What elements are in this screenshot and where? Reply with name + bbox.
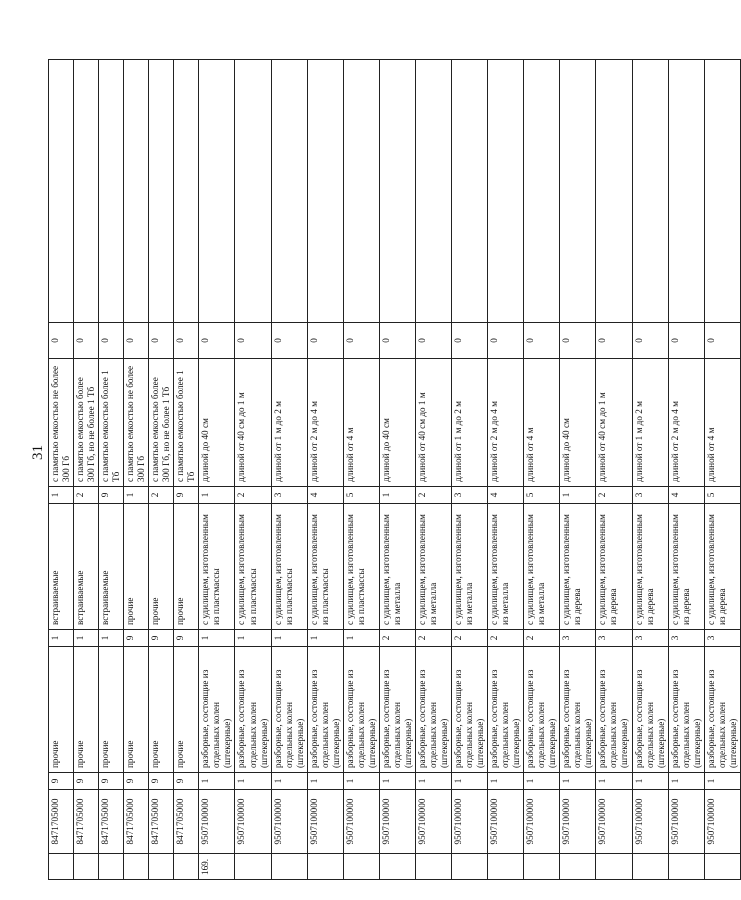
value-cell: 0 [415, 323, 451, 359]
description-1-cell: прочие [74, 647, 99, 773]
description-1-cell: разборные, состоящие из отдельных колен (штекерные) [343, 647, 379, 773]
description-2-cell: с удилищем, изготовленным из пластмассы [307, 504, 343, 630]
subcode-2-cell: 9 [124, 630, 149, 647]
table-row [99, 60, 124, 880]
row-number-cell [99, 854, 124, 880]
subcode-3-cell: 4 [307, 487, 343, 504]
row-number-cell [271, 854, 307, 880]
description-1-cell: прочие [49, 647, 74, 773]
commodity-code-cell: 8471705000 [74, 790, 99, 854]
subcode-3-cell: 3 [632, 487, 668, 504]
empty-cell [379, 60, 415, 323]
commodity-code-cell: 9507100000 [343, 790, 379, 854]
row-number-cell [704, 854, 740, 880]
description-3-cell: с памятью емкостью не более 300 Гб [49, 359, 74, 487]
subcode-1-cell: 1 [343, 773, 379, 790]
description-2-cell: с удилищем, изготовленным из пластмассы [343, 504, 379, 630]
description-2-cell: с удилищем, изготовленным из металла [488, 504, 524, 630]
subcode-3-cell: 1 [560, 487, 596, 504]
empty-cell [524, 60, 560, 323]
description-2-cell: с удилищем, изготовленным из пластмассы [271, 504, 307, 630]
row-number-cell [560, 854, 596, 880]
empty-cell [124, 60, 149, 323]
subcode-2-cell: 1 [307, 630, 343, 647]
table-row [124, 60, 149, 880]
subcode-3-cell: 9 [174, 487, 199, 504]
subcode-2-cell: 1 [235, 630, 271, 647]
subcode-1-cell: 1 [415, 773, 451, 790]
subcode-3-cell: 2 [74, 487, 99, 504]
empty-cell [271, 60, 307, 323]
subcode-1-cell: 1 [235, 773, 271, 790]
row-number-cell [49, 854, 74, 880]
empty-cell [235, 60, 271, 323]
row-number-cell [415, 854, 451, 880]
subcode-1-cell: 1 [379, 773, 415, 790]
subcode-1-cell: 1 [704, 773, 740, 790]
commodity-code-cell: 9507100000 [415, 790, 451, 854]
subcode-2-cell: 3 [632, 630, 668, 647]
row-number-cell [524, 854, 560, 880]
subcode-2-cell: 2 [488, 630, 524, 647]
subcode-3-cell: 1 [379, 487, 415, 504]
subcode-1-cell: 1 [668, 773, 704, 790]
description-1-cell: разборные, состоящие из отдельных колен (штекерные) [307, 647, 343, 773]
description-3-cell: длиной от 1 м до 2 м [271, 359, 307, 487]
description-3-cell: с памятью емкостью более 1 Тб [174, 359, 199, 487]
description-1-cell: разборные, состоящие из отдельных колен (штекерные) [452, 647, 488, 773]
subcode-2-cell: 1 [49, 630, 74, 647]
subcode-3-cell: 4 [668, 487, 704, 504]
row-number-cell [235, 854, 271, 880]
description-2-cell: с удилищем, изготовленным из пластмассы [235, 504, 271, 630]
subcode-2-cell: 1 [99, 630, 124, 647]
description-2-cell: с удилищем, изготовленным из металла [452, 504, 488, 630]
value-cell: 0 [235, 323, 271, 359]
description-3-cell: длиной от 2 м до 4 м [488, 359, 524, 487]
subcode-2-cell: 1 [199, 630, 235, 647]
description-2-cell: с удилищем, изготовленным из дерева [668, 504, 704, 630]
value-cell: 0 [174, 323, 199, 359]
commodity-code-cell: 8471705000 [49, 790, 74, 854]
subcode-1-cell: 1 [199, 773, 235, 790]
row-number-cell [174, 854, 199, 880]
description-3-cell: длиной от 1 м до 2 м [452, 359, 488, 487]
description-2-cell: с удилищем, изготовленным из дерева [596, 504, 632, 630]
table-row [415, 60, 451, 880]
description-1-cell: разборные, состоящие из отдельных колен (штекерные) [632, 647, 668, 773]
value-cell: 0 [124, 323, 149, 359]
description-3-cell: длиной до 40 см [560, 359, 596, 487]
description-3-cell: длиной до 40 см [199, 359, 235, 487]
rotated-page [48, 60, 738, 880]
table-row [452, 60, 488, 880]
description-2-cell: с удилищем, изготовленным из дерева [560, 504, 596, 630]
row-number-cell [74, 854, 99, 880]
subcode-3-cell: 2 [415, 487, 451, 504]
value-cell: 0 [379, 323, 415, 359]
commodity-code-cell: 9507100000 [379, 790, 415, 854]
commodity-code-cell: 9507100000 [596, 790, 632, 854]
description-1-cell: разборные, состоящие из отдельных колен (штекерные) [379, 647, 415, 773]
empty-cell [452, 60, 488, 323]
value-cell: 0 [343, 323, 379, 359]
value-cell: 0 [49, 323, 74, 359]
description-2-cell: с удилищем, изготовленным из дерева [632, 504, 668, 630]
description-1-cell: разборные, состоящие из отдельных колен (штекерные) [235, 647, 271, 773]
empty-cell [99, 60, 124, 323]
row-number-cell: 169. [199, 854, 235, 880]
description-2-cell: встраиваемые [99, 504, 124, 630]
subcode-3-cell: 2 [149, 487, 174, 504]
description-2-cell: прочие [124, 504, 149, 630]
value-cell: 0 [74, 323, 99, 359]
value-cell: 0 [452, 323, 488, 359]
description-3-cell: длиной от 40 см до 1 м [235, 359, 271, 487]
subcode-1-cell: 9 [174, 773, 199, 790]
empty-cell [343, 60, 379, 323]
empty-cell [668, 60, 704, 323]
table-row [379, 60, 415, 880]
value-cell: 0 [199, 323, 235, 359]
value-cell: 0 [668, 323, 704, 359]
description-3-cell: длиной от 4 м [704, 359, 740, 487]
table-row [596, 60, 632, 880]
table-row [668, 60, 704, 880]
value-cell: 0 [99, 323, 124, 359]
description-2-cell: с удилищем, изготовленным из металла [415, 504, 451, 630]
description-3-cell: длиной от 4 м [343, 359, 379, 487]
row-number-cell [632, 854, 668, 880]
subcode-1-cell: 1 [596, 773, 632, 790]
description-1-cell: разборные, состоящие из отдельных колен (штекерные) [560, 647, 596, 773]
subcode-1-cell: 1 [307, 773, 343, 790]
description-3-cell: длиной от 40 см до 1 м [415, 359, 451, 487]
commodity-code-cell: 8471705000 [124, 790, 149, 854]
subcode-2-cell: 3 [596, 630, 632, 647]
value-cell: 0 [596, 323, 632, 359]
value-cell: 0 [488, 323, 524, 359]
description-2-cell: прочие [149, 504, 174, 630]
table-row [343, 60, 379, 880]
table-row [271, 60, 307, 880]
description-3-cell: длиной от 1 м до 2 м [632, 359, 668, 487]
value-cell: 0 [560, 323, 596, 359]
subcode-2-cell: 2 [379, 630, 415, 647]
description-2-cell: прочие [174, 504, 199, 630]
empty-cell [74, 60, 99, 323]
description-3-cell: с памятью емкостью более 1 Тб [99, 359, 124, 487]
table-row [560, 60, 596, 880]
table-body [49, 60, 741, 880]
subcode-2-cell: 1 [271, 630, 307, 647]
table-row [488, 60, 524, 880]
description-1-cell: прочие [174, 647, 199, 773]
value-cell: 0 [704, 323, 740, 359]
table-row [199, 60, 235, 880]
subcode-2-cell: 2 [524, 630, 560, 647]
subcode-1-cell: 9 [74, 773, 99, 790]
table-row [632, 60, 668, 880]
row-number-cell [149, 854, 174, 880]
value-cell: 0 [524, 323, 560, 359]
row-number-cell [343, 854, 379, 880]
description-3-cell: с памятью емкостью более 300 Гб, но не более 1 Тб [149, 359, 174, 487]
description-1-cell: разборные, состоящие из отдельных колен (штекерные) [596, 647, 632, 773]
subcode-2-cell: 3 [668, 630, 704, 647]
description-3-cell: с памятью емкостью не более 300 Гб [124, 359, 149, 487]
subcode-2-cell: 2 [452, 630, 488, 647]
description-1-cell: разборные, состоящие из отдельных колен (штекерные) [488, 647, 524, 773]
subcode-2-cell: 3 [560, 630, 596, 647]
commodity-code-cell: 9507100000 [199, 790, 235, 854]
empty-cell [596, 60, 632, 323]
subcode-3-cell: 3 [271, 487, 307, 504]
row-number-cell [452, 854, 488, 880]
subcode-1-cell: 1 [452, 773, 488, 790]
row-number-cell [379, 854, 415, 880]
commodity-code-cell: 9507100000 [704, 790, 740, 854]
description-2-cell: с удилищем, изготовленным из металла [379, 504, 415, 630]
empty-cell [632, 60, 668, 323]
description-3-cell: длиной от 40 см до 1 м [596, 359, 632, 487]
commodity-code-cell: 9507100000 [668, 790, 704, 854]
empty-cell [488, 60, 524, 323]
description-1-cell: разборные, состоящие из отдельных колен (штекерные) [271, 647, 307, 773]
description-1-cell: разборные, состоящие из отдельных колен (штекерные) [524, 647, 560, 773]
row-number-cell [124, 854, 149, 880]
table-row [307, 60, 343, 880]
empty-cell [560, 60, 596, 323]
subcode-2-cell: 9 [174, 630, 199, 647]
subcode-1-cell: 9 [99, 773, 124, 790]
table-row [524, 60, 560, 880]
empty-cell [704, 60, 740, 323]
subcode-3-cell: 1 [124, 487, 149, 504]
subcode-3-cell: 1 [49, 487, 74, 504]
subcode-3-cell: 4 [488, 487, 524, 504]
subcode-1-cell: 1 [632, 773, 668, 790]
commodity-code-cell: 9507100000 [524, 790, 560, 854]
description-2-cell: встраиваемые [49, 504, 74, 630]
classification-table [48, 59, 741, 880]
description-2-cell: с удилищем, изготовленным из пластмассы [199, 504, 235, 630]
subcode-1-cell: 1 [524, 773, 560, 790]
description-2-cell: встраиваемые [74, 504, 99, 630]
table-row [704, 60, 740, 880]
commodity-code-cell: 9507100000 [452, 790, 488, 854]
subcode-3-cell: 5 [704, 487, 740, 504]
table-row [74, 60, 99, 880]
commodity-code-cell: 8471705000 [174, 790, 199, 854]
subcode-3-cell: 3 [452, 487, 488, 504]
description-2-cell: с удилищем, изготовленным из дерева [704, 504, 740, 630]
description-3-cell: длиной от 4 м [524, 359, 560, 487]
row-number-cell [488, 854, 524, 880]
subcode-1-cell: 9 [124, 773, 149, 790]
value-cell: 0 [632, 323, 668, 359]
empty-cell [307, 60, 343, 323]
subcode-1-cell: 9 [49, 773, 74, 790]
subcode-3-cell: 2 [596, 487, 632, 504]
value-cell: 0 [149, 323, 174, 359]
description-1-cell: прочие [99, 647, 124, 773]
description-1-cell: разборные, состоящие из отдельных колен (штекерные) [415, 647, 451, 773]
subcode-3-cell: 9 [99, 487, 124, 504]
subcode-3-cell: 5 [343, 487, 379, 504]
description-1-cell: разборные, состоящие из отдельных колен (штекерные) [704, 647, 740, 773]
row-number-cell [307, 854, 343, 880]
subcode-2-cell: 1 [343, 630, 379, 647]
commodity-code-cell: 9507100000 [560, 790, 596, 854]
value-cell: 0 [307, 323, 343, 359]
empty-cell [174, 60, 199, 323]
row-number-cell [596, 854, 632, 880]
subcode-1-cell: 9 [149, 773, 174, 790]
empty-cell [149, 60, 174, 323]
subcode-3-cell: 5 [524, 487, 560, 504]
commodity-code-cell: 9507100000 [307, 790, 343, 854]
commodity-code-cell: 9507100000 [488, 790, 524, 854]
empty-cell [415, 60, 451, 323]
subcode-2-cell: 2 [415, 630, 451, 647]
commodity-code-cell: 8471705000 [99, 790, 124, 854]
commodity-code-cell: 9507100000 [271, 790, 307, 854]
description-2-cell: с удилищем, изготовленным из металла [524, 504, 560, 630]
subcode-2-cell: 1 [74, 630, 99, 647]
empty-cell [199, 60, 235, 323]
empty-cell [49, 60, 74, 323]
description-3-cell: длиной до 40 см [379, 359, 415, 487]
description-1-cell: прочие [124, 647, 149, 773]
commodity-code-cell: 8471705000 [149, 790, 174, 854]
description-3-cell: длиной от 2 м до 4 м [668, 359, 704, 487]
description-3-cell: длиной от 2 м до 4 м [307, 359, 343, 487]
description-1-cell: разборные, состоящие из отдельных колен (штекерные) [668, 647, 704, 773]
page-number: 31 [30, 445, 46, 460]
table-row [149, 60, 174, 880]
subcode-1-cell: 1 [271, 773, 307, 790]
description-3-cell: с памятью емкостью более 300 Гб, но не более 1 Тб [74, 359, 99, 487]
subcode-2-cell: 9 [149, 630, 174, 647]
commodity-code-cell: 9507100000 [632, 790, 668, 854]
subcode-3-cell: 2 [235, 487, 271, 504]
table-row [49, 60, 74, 880]
subcode-2-cell: 3 [704, 630, 740, 647]
description-1-cell: прочие [149, 647, 174, 773]
commodity-code-cell: 9507100000 [235, 790, 271, 854]
row-number-cell [668, 854, 704, 880]
table-row [235, 60, 271, 880]
subcode-1-cell: 1 [488, 773, 524, 790]
subcode-3-cell: 1 [199, 487, 235, 504]
table-row [174, 60, 199, 880]
value-cell: 0 [271, 323, 307, 359]
subcode-1-cell: 1 [560, 773, 596, 790]
description-1-cell: разборные, состоящие из отдельных колен (штекерные) [199, 647, 235, 773]
